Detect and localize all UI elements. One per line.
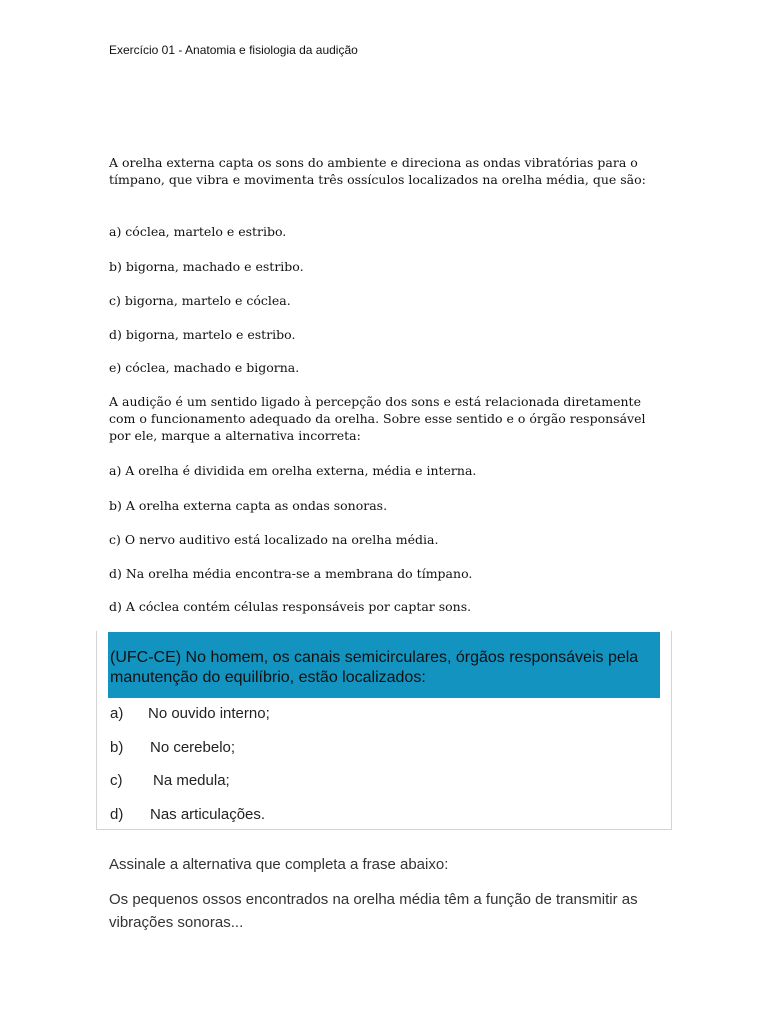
question-2-option-a: a) A orelha é dividida em orelha externa, média e interna.	[109, 463, 477, 478]
question-2-text: A audição é um sentido ligado à percepção dos sons e está relacionada diretamente com o funcionamento adequado da orelha. Sobre esse sentido e o órgão responsável por ele, marque a alternativa incorreta:	[109, 394, 646, 443]
question-2-option-e: d) A cóclea contém células responsáveis por captar sons.	[109, 599, 472, 614]
question-2-option-d: d) Na orelha média encontra-se a membrana do tímpano.	[109, 566, 473, 581]
question-3-option-a	[110, 705, 270, 722]
option-text: Na medula;	[153, 772, 230, 789]
question-3-option-d	[110, 806, 265, 823]
option-letter: a)	[110, 705, 124, 722]
question-3-option-b	[110, 739, 235, 756]
question-1-option-b: b) bigorna, machado e estribo.	[109, 259, 304, 274]
option-letter: d)	[110, 806, 124, 823]
option-letter: c)	[110, 772, 123, 789]
question-4-instruction: Assinale a alternativa que completa a frase abaixo:	[109, 856, 449, 873]
question-1-text: A orelha externa capta os sons do ambiente e direciona as ondas vibratórias para o tímpano, que vibra e movimenta três ossículos localizados na orelha média, que são:	[109, 155, 646, 187]
option-text: No cerebelo;	[150, 739, 236, 756]
question-1-option-c: c) bigorna, martelo e cóclea.	[109, 293, 291, 308]
question-4-text: Os pequenos ossos encontrados na orelha média têm a função de transmitir as vibrações sonoras...	[109, 891, 638, 931]
question-2-option-c: c) O nervo auditivo está localizado na orelha média.	[109, 532, 439, 547]
question-1-option-a: a) cóclea, martelo e estribo.	[109, 224, 287, 239]
question-1-option-d: d) bigorna, martelo e estribo.	[109, 327, 296, 342]
option-text: Nas articulações.	[150, 806, 266, 823]
question-2-option-b: b) A orelha externa capta as ondas sonoras.	[109, 498, 388, 513]
question-1-option-e: e) cóclea, machado e bigorna.	[109, 360, 300, 375]
question-3-option-c	[110, 772, 230, 789]
question-3-text: (UFC-CE) No homem, os canais semicirculares, órgãos responsáveis pela manutenção do equilíbrio, estão localizados:	[108, 632, 660, 698]
document-title: Exercício 01 - Anatomia e fisiologia da audição	[109, 43, 358, 57]
option-text: No ouvido interno;	[148, 705, 270, 722]
option-letter: b)	[110, 739, 124, 756]
